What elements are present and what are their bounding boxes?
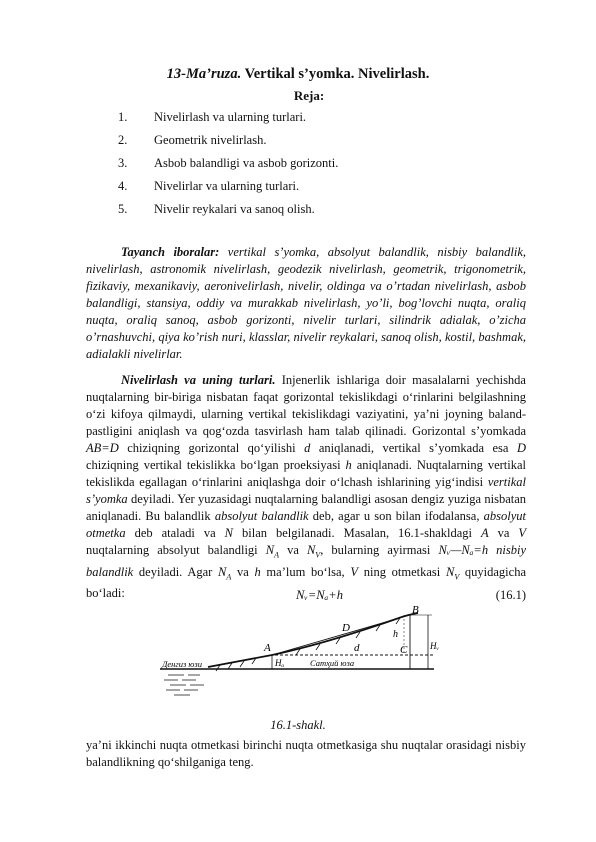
plan-item: [118, 152, 338, 175]
section-paragraph: [86, 372, 526, 602]
lecture-number: 13-Ma’ruza.: [166, 66, 242, 82]
label-sea: Денгиз юзи: [162, 659, 202, 669]
lecture-title: [0, 66, 596, 83]
plan-item-text: Nivelirlar va ularning turlari.: [154, 179, 300, 193]
label-d-upper: D: [342, 622, 350, 634]
plan-item-text: Asbob balandligi va asbob gorizonti.: [154, 156, 339, 170]
figure-16-1: [160, 605, 460, 713]
math-term: A: [480, 526, 489, 540]
math-term: vertikal s’yomka: [86, 475, 526, 506]
text-run: chiziqning gorizontal qo‘yilishi: [127, 441, 296, 455]
math-term: h: [254, 564, 261, 579]
math-term: D: [516, 441, 527, 455]
plan-item-text: Nivelir reykalari va sanoq olish.: [154, 202, 315, 216]
text-run: deb ataladi va: [134, 526, 216, 540]
formula-number: (16.1): [495, 588, 526, 602]
math-term: V: [518, 526, 527, 540]
math-term: V: [350, 564, 359, 579]
line-ab: [272, 615, 410, 655]
label-hv: Hᵥ: [430, 641, 440, 651]
text-run: deyiladi. Agar: [138, 564, 213, 579]
math-term: d: [304, 441, 311, 455]
math-term: $N_V$: [306, 543, 321, 560]
math-term: N: [224, 526, 234, 540]
math-term: AB=D: [86, 441, 119, 455]
plan-item: [118, 198, 338, 221]
formula-expression: Nᵥ=Nₐ+h: [296, 588, 343, 602]
text-run: chiziqning vertikal tekislikka bo‘lgan proeksiyasi: [86, 458, 341, 472]
math-term: absolyut balandlik: [214, 509, 309, 523]
label-b: B: [412, 605, 419, 616]
plan-item: [118, 175, 338, 198]
plan-item-text: Nivelirlash va ularning turlari.: [154, 110, 307, 124]
text-run: aniqlanadi. Nuqtalarning vertikal tekislikda egallagan o‘rinlarini aniqlashga doir o‘lchash ishlarining yig‘indisi: [86, 458, 526, 489]
plan-list: [118, 106, 338, 221]
plan-item-text: Geometrik nivelirlash.: [154, 133, 267, 147]
math-term: h: [345, 458, 352, 472]
text-run: va: [236, 564, 249, 579]
text-run: ning otmetkasi: [363, 564, 441, 579]
text-run: aniqlanadi, vertikal s’yomkada esa: [318, 441, 509, 455]
text-run: , bularning ayirmasi: [320, 543, 431, 557]
label-c: C: [400, 644, 408, 656]
math-term: absolyut otmetka: [86, 509, 527, 540]
math-term: Nᵥ—Nₐ=h nisbiy balandlik: [86, 543, 527, 579]
figure-caption: 16.1-shakl.: [270, 718, 326, 732]
text-run: nuqtalarning absolyut balandligi: [86, 543, 258, 557]
formula-16-1: [86, 588, 526, 605]
text-run: va: [497, 526, 510, 540]
label-h: h: [393, 629, 398, 640]
plan-item: [118, 106, 338, 129]
text-run: va: [287, 543, 299, 557]
label-d-lower: d: [354, 642, 360, 654]
math-term: $N_A$: [218, 564, 232, 581]
plan-item: [118, 129, 338, 152]
text-run: bilan belgilanadi. Masalan, 16.1-shakldagi: [242, 526, 472, 540]
text-run: deyiladi. Yer yuzasidagi nuqtalarning balandligi asosan dengiz yuziga nisbatan aniqlanadi. Bu balandlik: [86, 492, 527, 523]
text-run: Injenerlik ishlariga doir masalalarni yechishda nuqtalarning bir-biriga nisbatan faqat gorizontal tekislikdagi o‘rinlarini belgilashning o‘zi kifoya qilmaydi, ularning vertikal tekislikdagi vaziyatini, ya’ni joyning baland-pastligini aniqlash va qog‘ozda tasvirlash ham talab qilinadi. Gorizontal s’yomkada: [86, 373, 526, 438]
plan-item-number: 4.: [118, 179, 128, 193]
text-run: deb, agar u son bilan ifodalansa,: [312, 509, 480, 523]
math-term: $N_V$: [445, 564, 460, 581]
closing-paragraph: ya’ni ikkinchi nuqta otmetkasi birinchi nuqta otmetkasiga shu nuqtalar orasidagi nisbiy balandlikning qo‘shilganiga teng.: [86, 738, 526, 769]
sea-hatching: [164, 675, 204, 695]
math-term: $N_A$: [265, 543, 279, 560]
plan-item-number: 3.: [118, 156, 128, 170]
plan-item-number: 1.: [118, 110, 128, 124]
lecture-title-text: Vertikal s’yomka. Nivelirlash.: [244, 66, 430, 82]
keywords-paragraph: [86, 244, 526, 363]
text-run: ma’lum bo‘lsa,: [266, 564, 345, 579]
label-level-surface: Сатҳий юза: [310, 658, 355, 668]
plan-item-number: 2.: [118, 133, 128, 147]
keywords-text: vertikal s’yomka, absolyut balandlik, nisbiy balandlik, nivelirlash, astronomik nivelirlash, geodezik nivelirlash, geometrik, trigonometrik, fizikaviy, mexanikaviy, aeronivelirlash, nivelir, oldinga va o’rtadan nivelirlash, asbob balandligi, stansiya, oddiy va murakkab nivelirlash, yo’li, bog’lovchi nuqta, oraliq nuqta, oraliq sanoq, asbob gorizonti, nivelir turlari, silindrik adialak, o’zicha o’rnashuvchi, qiya ko’rish nuri, klasslar, nivelir reykalari, sanoq olish, kostil, bashmak, adialakli nivelirlar.: [86, 245, 527, 361]
keywords-lead: Tayanch iboralar:: [121, 245, 220, 259]
section-lead: Nivelirlash va uning turlari.: [121, 373, 276, 387]
plan-heading: Reja:: [293, 88, 325, 103]
label-a: A: [264, 642, 271, 654]
label-ha: Hₐ: [275, 658, 285, 668]
text-run: quyidagicha bo‘ladi:: [86, 564, 526, 600]
plan-item-number: 5.: [118, 202, 128, 216]
